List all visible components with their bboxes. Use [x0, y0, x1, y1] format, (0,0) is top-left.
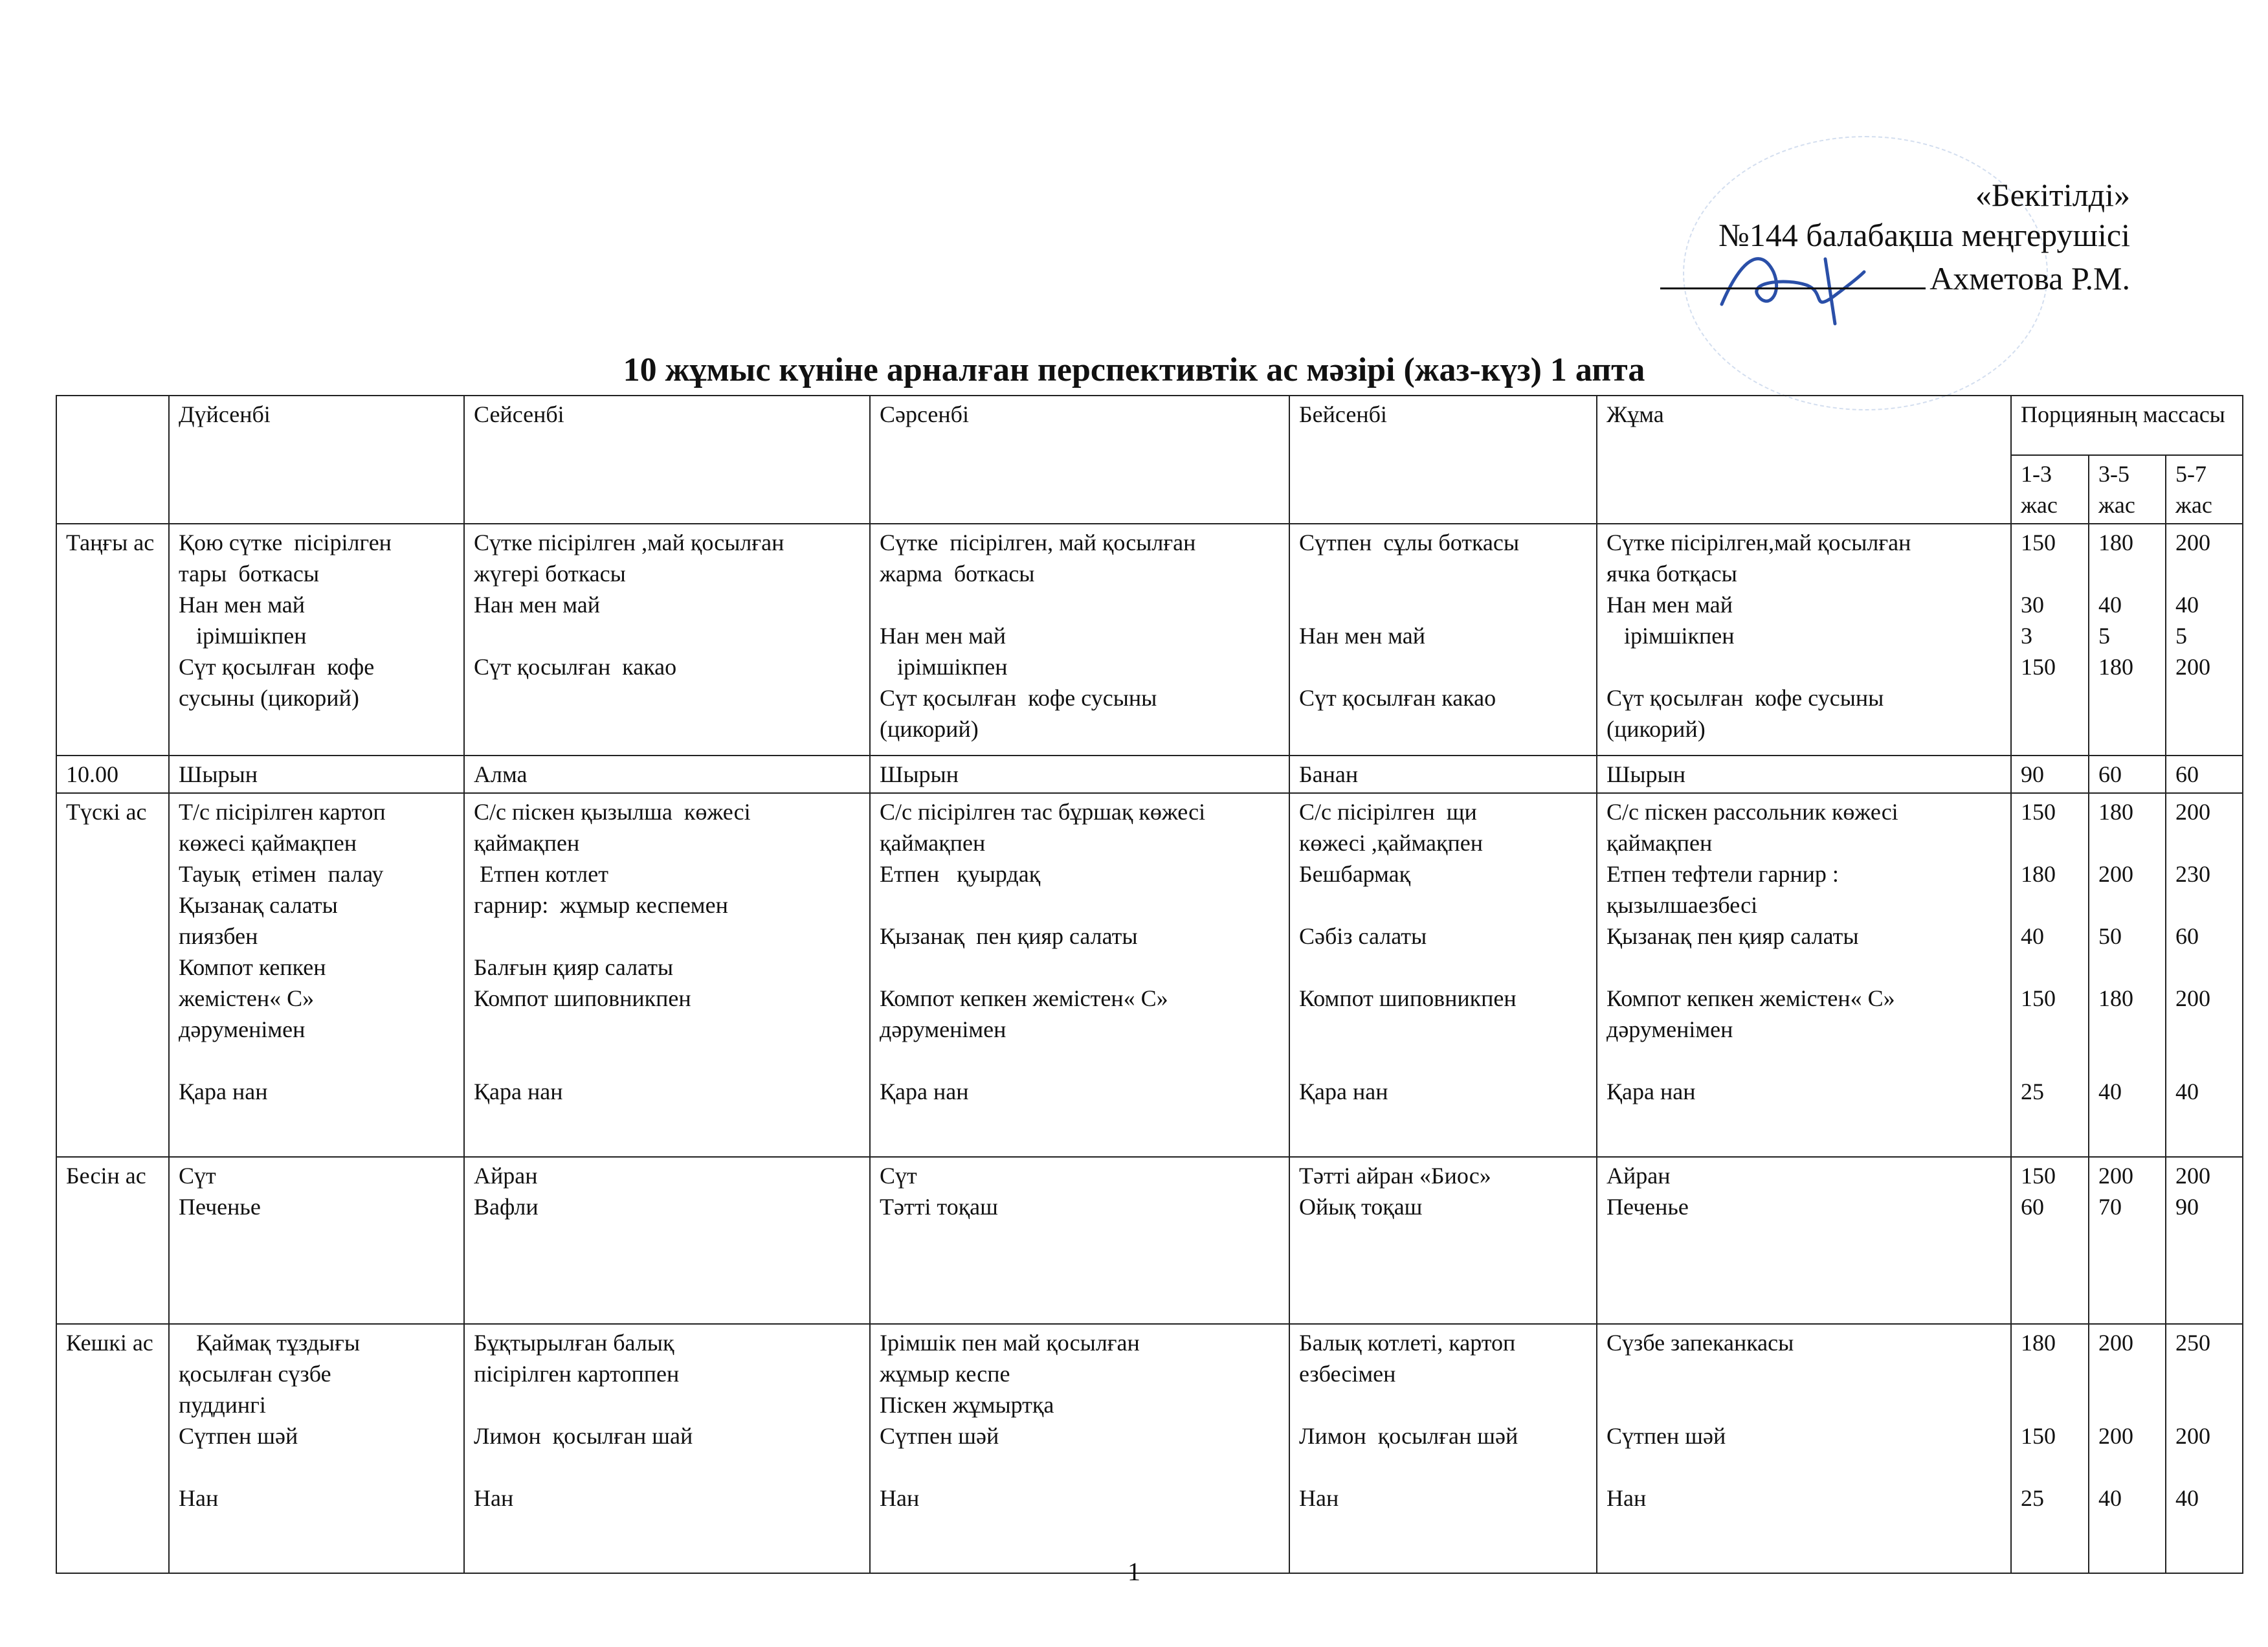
menu-cell: Шырын — [870, 756, 1289, 793]
meal-label: Түскі ас — [56, 793, 169, 1157]
menu-cell: Қою сүтке пісірілген тары боткасы Нан мен май ірімшікпен Сүт қосылған кофе сусыны (цикорий) — [169, 524, 464, 756]
menu-cell: С/с піскен қызылша көжесі қаймақпен Етпен котлет гарнир: жұмыр кеспемен Балғын қияр салаты Компот шиповникпен Қара нан — [464, 793, 870, 1157]
meal-label: Кешкі ас — [56, 1324, 169, 1573]
signature-line — [1660, 255, 1926, 289]
portion-cell: 200 90 — [2166, 1157, 2243, 1324]
portion-cell: 200 40 5 200 — [2166, 524, 2243, 756]
menu-cell: Банан — [1289, 756, 1597, 793]
age-group-header: 1-3 жас — [2011, 455, 2089, 524]
meal-label: Бесін ас — [56, 1157, 169, 1324]
day-header: Сәрсенбі — [870, 396, 1289, 524]
menu-cell: С/с піскен рассольник көжесі қаймақпен Етпен тефтели гарнир : қызылшаезбесі Қызанақ пен қияр салаты Компот кепкен жемістен« С» дәруменімен Қара нан — [1597, 793, 2011, 1157]
approval-name: Ахметова Р.М. — [1929, 260, 2130, 297]
meal-label: 10.00 — [56, 756, 169, 793]
table-row — [56, 756, 2243, 793]
table-row — [56, 1324, 2243, 1573]
menu-cell: Ірімшік пен май қосылған жұмыр кеспе Піскен жұмыртқа Сүтпен шәй Нан — [870, 1324, 1289, 1573]
menu-cell: Алма — [464, 756, 870, 793]
menu-cell: Сүтке пісірілген,май қосылған ячка ботқасы Нан мен май ірімшікпен Сүт қосылған кофе сусыны (цикорий) — [1597, 524, 2011, 756]
document-title: 10 жұмыс күніне арналған перспективтік ас мәзірі (жаз-күз) 1 апта — [623, 352, 1645, 388]
portion-cell: 60 — [2166, 756, 2243, 793]
portion-cell: 150 180 40 150 25 — [2011, 793, 2089, 1157]
menu-cell: Айран Вафли — [464, 1157, 870, 1324]
day-header: Сейсенбі — [464, 396, 870, 524]
menu-cell: Бұқтырылған балық пісірілген картоппен Лимон қосылған шай Нан — [464, 1324, 870, 1573]
day-header: Бейсенбі — [1289, 396, 1597, 524]
menu-cell: Шырын — [1597, 756, 2011, 793]
menu-cell: Сүтке пісірілген, май қосылған жарма боткасы Нан мен май ірімшікпен Сүт қосылған кофе сусыны (цикорий) — [870, 524, 1289, 756]
menu-cell: Сүтке пісірілген ,май қосылған жүгері боткасы Нан мен май Сүт қосылған какао — [464, 524, 870, 756]
menu-cell: Балық котлеті, картоп езбесімен Лимон қосылған шәй Нан — [1289, 1324, 1597, 1573]
portion-cell: 250 200 40 — [2166, 1324, 2243, 1573]
meal-label: Таңғы ас — [56, 524, 169, 756]
menu-cell: Тәтті айран «Биос» Ойық тоқаш — [1289, 1157, 1597, 1324]
portion-header: Порцияның массасы — [2011, 396, 2243, 455]
portion-cell: 200 70 — [2089, 1157, 2166, 1324]
portion-cell: 200 230 60 200 40 — [2166, 793, 2243, 1157]
age-group-header: 3-5 жас — [2089, 455, 2166, 524]
menu-cell: Айран Печенье — [1597, 1157, 2011, 1324]
table-row — [56, 524, 2243, 756]
portion-cell: 200 200 40 — [2089, 1324, 2166, 1573]
table-row — [56, 793, 2243, 1157]
portion-cell: 90 — [2011, 756, 2089, 793]
table-row — [56, 1157, 2243, 1324]
portion-cell: 180 40 5 180 — [2089, 524, 2166, 756]
menu-cell: Сүт Тәтті тоқаш — [870, 1157, 1289, 1324]
portion-cell: 180 150 25 — [2011, 1324, 2089, 1573]
menu-table — [56, 395, 2243, 1574]
page-number: 1 — [1128, 1557, 1140, 1586]
menu-cell: Сүзбе запеканкасы Сүтпен шәй Нан — [1597, 1324, 2011, 1573]
table-header-row — [56, 396, 2243, 455]
menu-cell: Сүт Печенье — [169, 1157, 464, 1324]
meal-header-cell — [56, 396, 169, 524]
portion-cell: 150 60 — [2011, 1157, 2089, 1324]
menu-cell: С/с пісірілген щи көжесі ,қаймақпен Бешбармақ Сәбіз салаты Компот шиповникпен Қара нан — [1289, 793, 1597, 1157]
menu-cell: Қаймақ тұздығы қосылған сүзбе пуддингі Сүтпен шәй Нан — [169, 1324, 464, 1573]
portion-cell: 150 30 3 150 — [2011, 524, 2089, 756]
day-header: Жұма — [1597, 396, 2011, 524]
approval-signature-row — [1660, 255, 2130, 298]
approval-heading: «Бекітілді» — [1975, 177, 2130, 213]
menu-cell: Сүтпен сұлы боткасы Нан мен май Сүт қосылған какао — [1289, 524, 1597, 756]
menu-cell: Т/с пісірілген картоп көжесі қаймақпен Тауық етімен палау Қызанақ салаты пиязбен Компот кепкен жемістен« С» дәруменімен Қара нан — [169, 793, 464, 1157]
menu-cell: Шырын — [169, 756, 464, 793]
menu-cell: С/с пісірілген тас бұршақ көжесі қаймақпен Етпен қуырдақ Қызанақ пен қияр салаты Компот кепкен жемістен« С» дәруменімен Қара нан — [870, 793, 1289, 1157]
age-group-header: 5-7 жас — [2166, 455, 2243, 524]
approval-block — [1660, 175, 2130, 298]
portion-cell: 60 — [2089, 756, 2166, 793]
day-header: Дүйсенбі — [169, 396, 464, 524]
approval-position: №144 балабақша меңгерушісі — [1718, 217, 2130, 253]
portion-cell: 180 200 50 180 40 — [2089, 793, 2166, 1157]
